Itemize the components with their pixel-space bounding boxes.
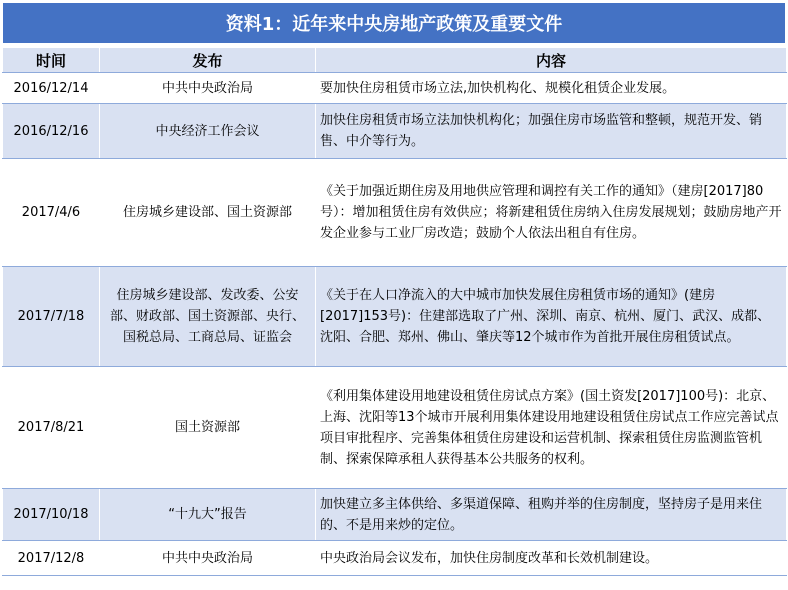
row-publisher: “十九大”报告 (100, 489, 316, 541)
row-content: 《关于在人口净流入的大中城市加快发展住房租赁市场的通知》(建房[2017]153号)：住建部选取了广州、深圳、南京、杭州、厦门、武汉、成都、沈阳、合肥、郑州、佛山、肇庆等12个城市作为首批开展住房租赁试点。 (316, 267, 787, 367)
table-row (3, 104, 787, 159)
policy-table (2, 47, 787, 576)
row-publisher: 国土资源部 (100, 367, 316, 489)
row-date: 2017/10/18 (3, 489, 100, 541)
row-content: 加快住房租赁市场立法加快机构化；加强住房市场监管和整顿，规范开发、销售、中介等行为。 (316, 104, 787, 159)
row-date: 2016/12/16 (3, 104, 100, 159)
header-publisher: 发布 (100, 48, 316, 73)
table-row (3, 489, 787, 541)
row-content: 要加快住房租赁市场立法,加快机构化、规模化租赁企业发展。 (316, 73, 787, 104)
row-content: 《利用集体建设用地建设租赁住房试点方案》(国土资发[2017]100号)：北京、上海、沈阳等13个城市开展利用集体建设用地建设租赁住房试点工作应完善试点项目审批程序、完善集体租赁住房建设和运营机制、探索租赁住房监测监管机制、探索保障承租人获得基本公共服务的权利。 (316, 367, 787, 489)
header-date: 时间 (3, 48, 100, 73)
header-content: 内容 (316, 48, 787, 73)
row-date: 2017/4/6 (3, 159, 100, 267)
table-row (3, 159, 787, 267)
row-publisher: 中共中央政治局 (100, 73, 316, 104)
row-publisher: 中央经济工作会议 (100, 104, 316, 159)
table-title: 资料1：近年来中央房地产政策及重要文件 (2, 2, 786, 44)
header-row (3, 48, 787, 73)
row-date: 2017/7/18 (3, 267, 100, 367)
row-date: 2017/8/21 (3, 367, 100, 489)
row-content: 《关于加强近期住房及用地供应管理和调控有关工作的通知》（建房[2017]80号）：增加租赁住房有效供应；将新建租赁住房纳入住房发展规划；鼓励房地产开发企业参与工业厂房改造；鼓励个人依法出租自有住房。 (316, 159, 787, 267)
table-row (3, 267, 787, 367)
table-row (3, 73, 787, 104)
table-row (3, 367, 787, 489)
row-publisher: 中共中央政治局 (100, 541, 316, 576)
row-content: 加快建立多主体供给、多渠道保障、租购并举的住房制度，坚持房子是用来住的、不是用来炒的定位。 (316, 489, 787, 541)
table-row (3, 541, 787, 576)
row-date: 2017/12/8 (3, 541, 100, 576)
row-date: 2016/12/14 (3, 73, 100, 104)
row-content: 中央政治局会议发布，加快住房制度改革和长效机制建设。 (316, 541, 787, 576)
row-publisher: 住房城乡建设部、发改委、公安部、财政部、国土资源部、央行、国税总局、工商总局、证监会 (100, 267, 316, 367)
row-publisher: 住房城乡建设部、国土资源部 (100, 159, 316, 267)
